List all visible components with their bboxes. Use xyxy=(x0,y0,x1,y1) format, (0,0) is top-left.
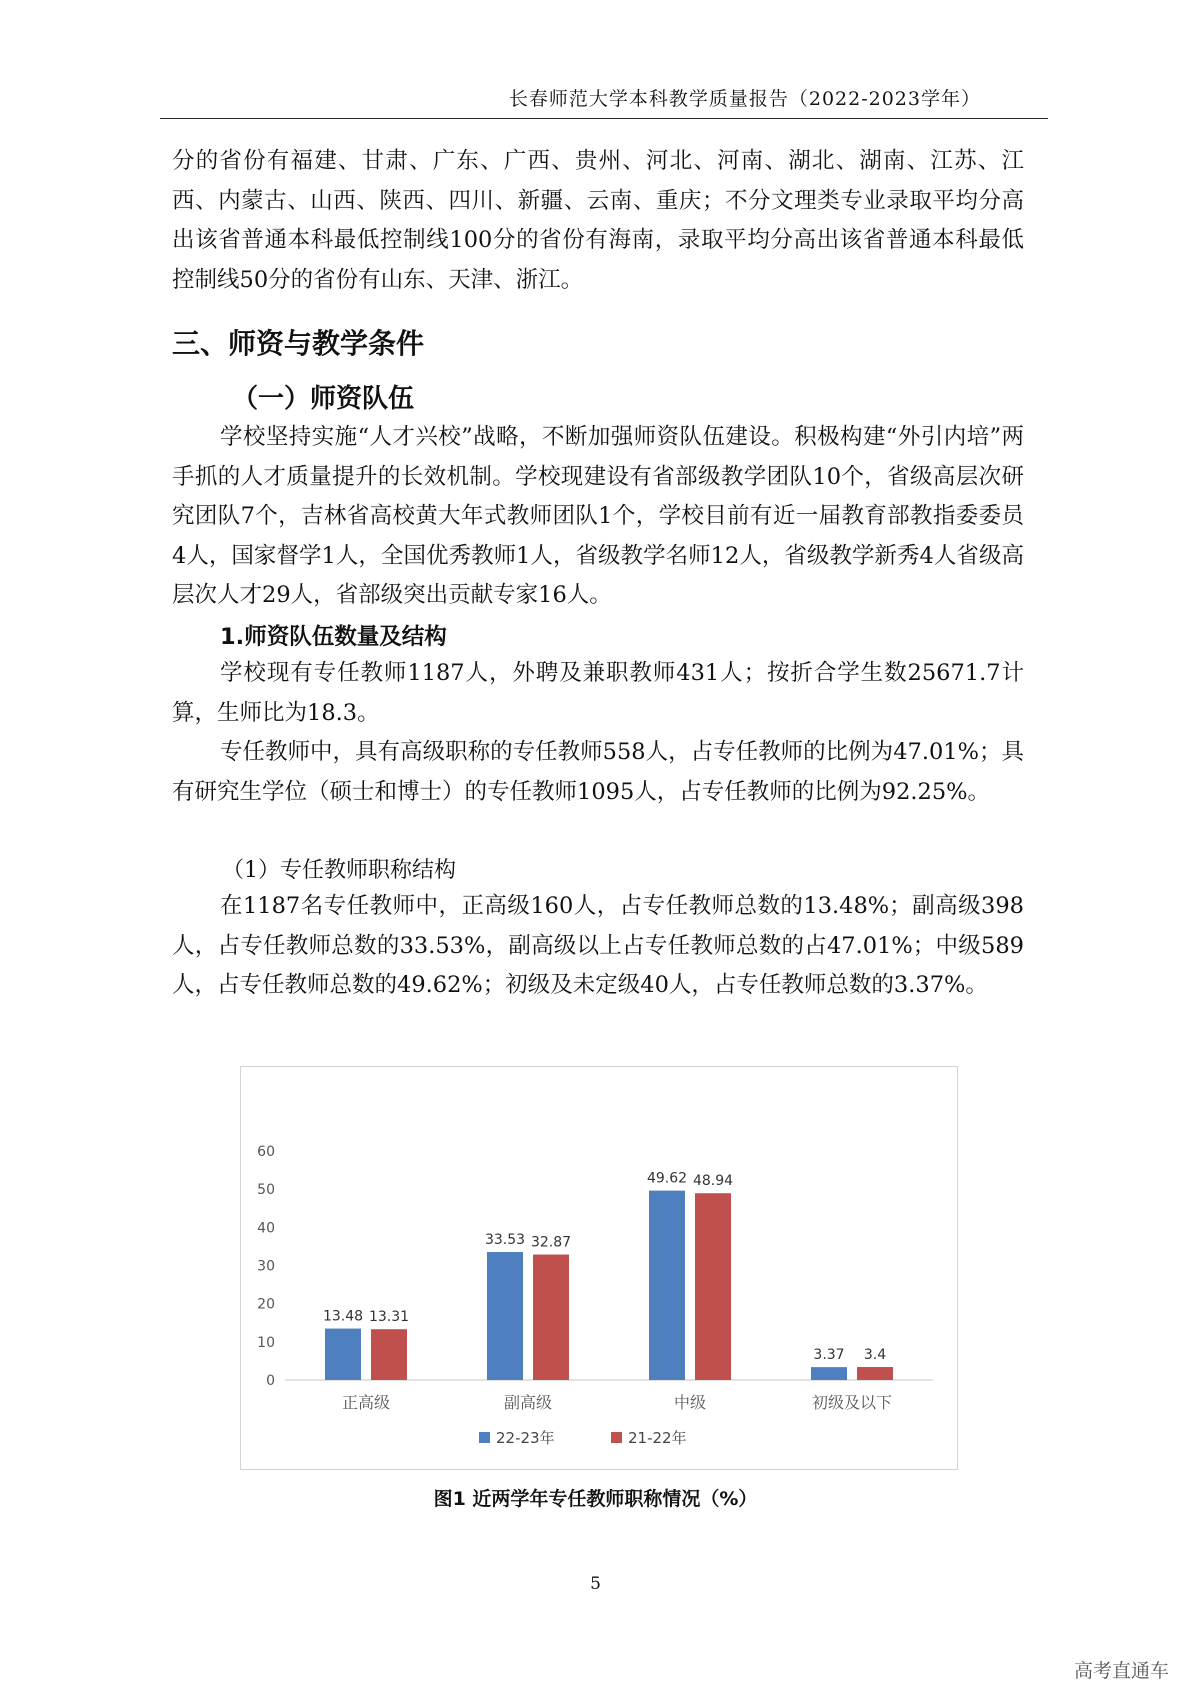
intro-paragraph: 分的省份有福建、甘肃、广东、广西、贵州、河北、河南、湖北、湖南、江苏、江西、内蒙古、山西、陕西、四川、新疆、云南、重庆；不分文理类专业录取平均分高出该省普通本科最低控制线100分的省份有海南，录取平均分高出该省普通本科最低控制线50分的省份有山东、天津、浙江。 xyxy=(172,148,1024,293)
figure-caption: 图1 近两学年专任教师职称情况（%） xyxy=(433,1488,758,1510)
data-label: 3.4 xyxy=(863,1347,887,1364)
ratio-paragraph: 专任教师中，具有高级职称的专任教师558人，占专任教师的比例为47.01%；具有研究生学位（硕士和博士）的专任教师1095人，占专任教师的比例为92.25%。 xyxy=(172,739,1024,805)
header-rule xyxy=(160,118,1048,119)
page-header: 长春师范大学本科教学质量报告（2022-2023学年） xyxy=(508,88,981,110)
bar-current-year xyxy=(325,1329,361,1380)
data-label: 49.62 xyxy=(646,1170,688,1187)
x-tick-label: 初级及以下 xyxy=(811,1393,893,1412)
item-heading: 1.师资队伍数量及结构 xyxy=(220,624,447,650)
y-tick-label: 50 xyxy=(257,1182,275,1199)
x-tick-label: 中级 xyxy=(673,1393,707,1412)
legend-swatch xyxy=(479,1432,490,1443)
subitem-heading: （1）专任教师职称结构 xyxy=(222,858,456,883)
bar-current-year xyxy=(649,1191,685,1380)
bar-chart-svg xyxy=(241,1067,957,1469)
section-heading: 三、师资与教学条件 xyxy=(172,327,425,360)
watermark: 高考直通车 xyxy=(1073,1660,1169,1682)
intro-block xyxy=(172,142,1024,300)
x-tick-label: 正高级 xyxy=(341,1393,391,1412)
legend-label: 21-22年 xyxy=(628,1429,687,1447)
legend-label: 22-23年 xyxy=(496,1429,555,1447)
y-tick-label: 30 xyxy=(257,1258,275,1275)
data-label: 33.53 xyxy=(484,1232,526,1249)
bar-previous-year xyxy=(695,1193,731,1380)
count-block xyxy=(172,654,1024,733)
data-label: 32.87 xyxy=(530,1234,572,1251)
y-tick-label: 40 xyxy=(257,1220,275,1237)
y-tick-label: 0 xyxy=(266,1373,275,1389)
team-block xyxy=(172,418,1024,616)
bar-previous-year xyxy=(857,1367,893,1380)
data-label: 13.48 xyxy=(322,1308,364,1325)
title-structure-chart xyxy=(240,1066,958,1470)
bar-current-year xyxy=(811,1367,847,1380)
bar-previous-year xyxy=(371,1329,407,1380)
bar-current-year xyxy=(487,1252,523,1380)
page-number: 5 xyxy=(590,1574,601,1594)
y-tick-label: 20 xyxy=(257,1296,275,1313)
data-label: 13.31 xyxy=(368,1309,410,1326)
ratio-block xyxy=(172,733,1024,812)
title-struct-paragraph: 在1187名专任教师中，正高级160人，占专任教师总数的13.48%；副高级398人，占专任教师总数的33.53%，副高级以上占专任教师总数的占47.01%；中级589人，占专任教师总数的49.62%；初级及未定级40人，占专任教师总数的3.37%。 xyxy=(172,893,1025,998)
bar-previous-year xyxy=(533,1255,569,1380)
subsection-heading: （一）师资队伍 xyxy=(232,384,415,414)
team-paragraph: 学校坚持实施“人才兴校”战略，不断加强师资队伍建设。积极构建“外引内培”两手抓的人才质量提升的长效机制。学校现建设有省部级教学团队10个，省级高层次研究团队7个，吉林省高校黄大年式教师团队1个，学校目前有近一届教育部教指委委员4人，国家督学1人，全国优秀教师1人，省级教学名师12人，省级教学新秀4人省级高层次人才29人，省部级突出贡献专家16人。 xyxy=(172,424,1024,608)
data-label: 48.94 xyxy=(692,1173,734,1190)
x-tick-label: 副高级 xyxy=(503,1393,553,1412)
y-tick-label: 60 xyxy=(257,1144,275,1160)
data-label: 3.37 xyxy=(813,1347,845,1364)
legend-swatch xyxy=(611,1432,622,1443)
y-tick-label: 10 xyxy=(257,1334,275,1351)
count-paragraph: 学校现有专任教师1187人，外聘及兼职教师431人；按折合学生数25671.7计算，生师比为18.3。 xyxy=(172,660,1024,726)
title-struct-block xyxy=(172,887,1024,1006)
